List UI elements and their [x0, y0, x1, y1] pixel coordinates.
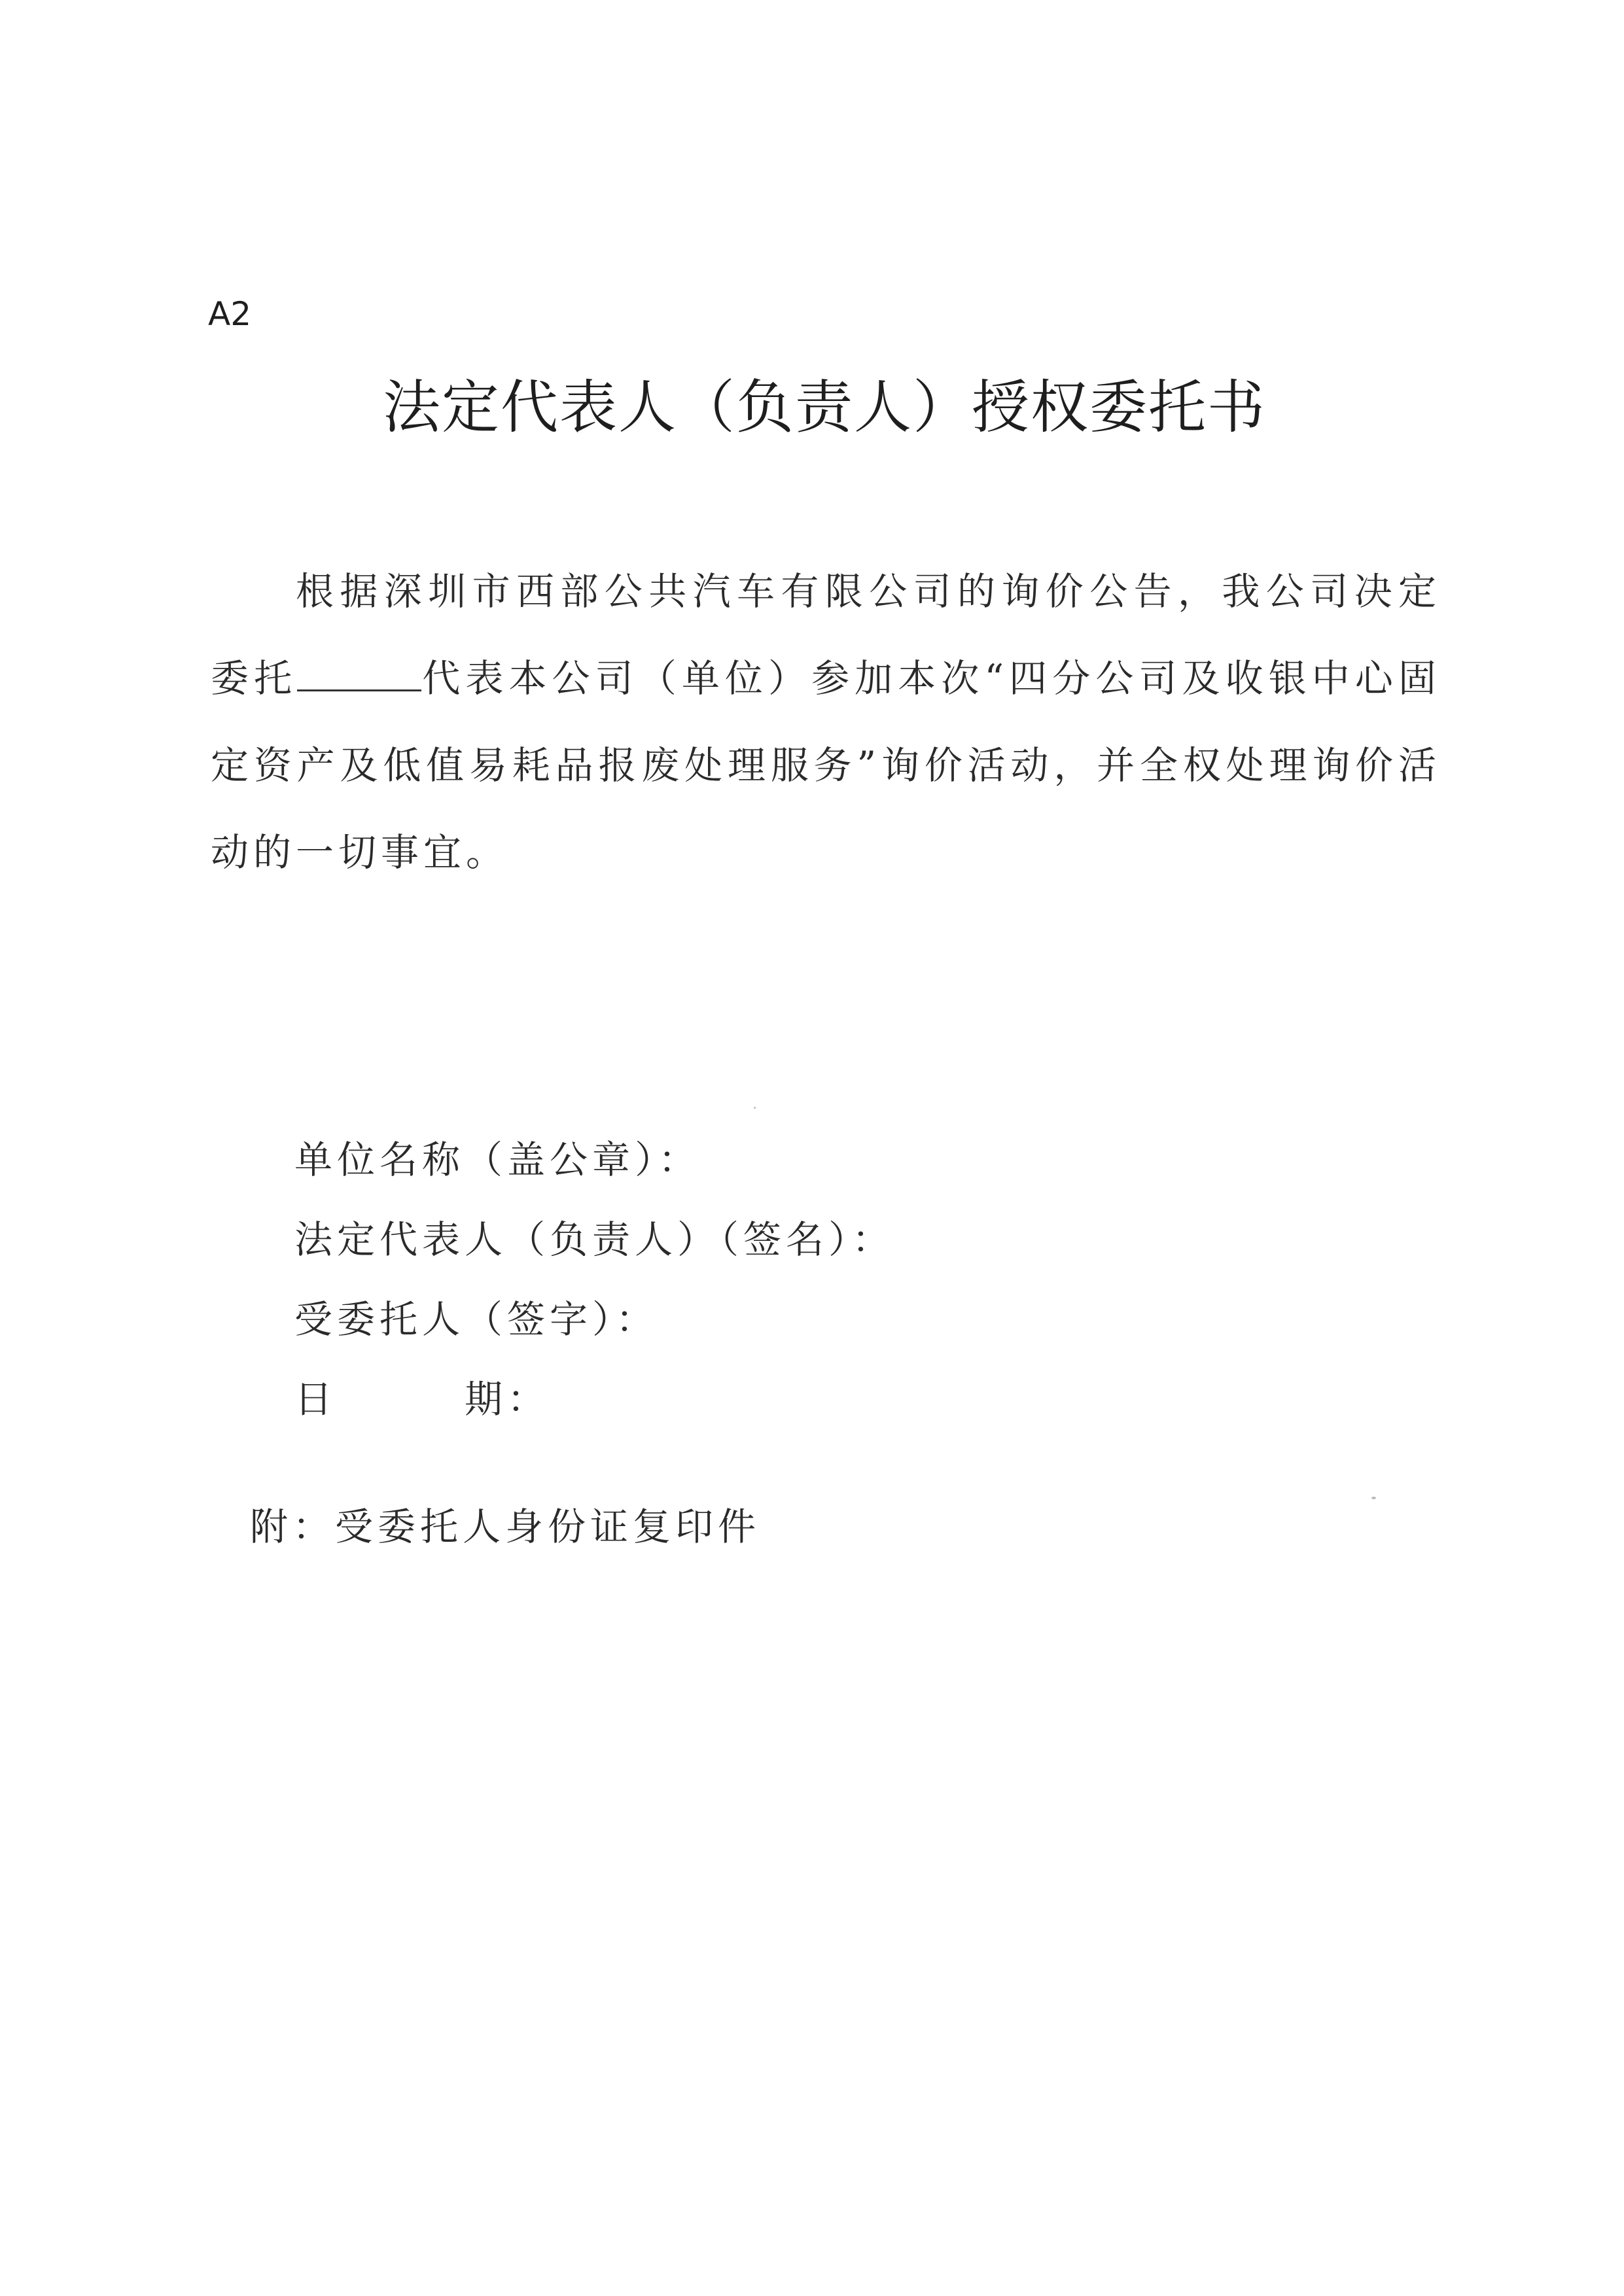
field-entrusted-person: 受委托人（签字）：: [294, 1297, 659, 1342]
scan-speck: [754, 1107, 756, 1109]
entrusted-person-blank: [297, 661, 421, 691]
authorization-paragraph: [211, 548, 1441, 896]
document-code: A2: [208, 295, 252, 333]
document-title: 法定代表人（负责人）授权委托书: [382, 374, 1266, 441]
field-unit-name: 单位名称（盖公章）：: [294, 1138, 701, 1182]
scan-speck: [1371, 1497, 1376, 1499]
attachment-note: 附：受委托人身份证复印件: [250, 1505, 761, 1549]
field-legal-representative: 法定代表人（负责人）（签名）：: [294, 1217, 895, 1262]
field-date: 日 期：: [294, 1377, 550, 1421]
signature-fields: [294, 1120, 894, 1439]
paragraph-text-before-blank: 根据深圳市西部公共汽车有限公司的询价公告，我公司决定委托: [211, 569, 1441, 701]
paragraph-text-after-blank: 代表本公司（单位）参加本次“四分公司及收银中心固定资产及低值易耗品报废处理服务”询价活动，并全权处理询价活动的一切事宜。: [211, 656, 1441, 875]
